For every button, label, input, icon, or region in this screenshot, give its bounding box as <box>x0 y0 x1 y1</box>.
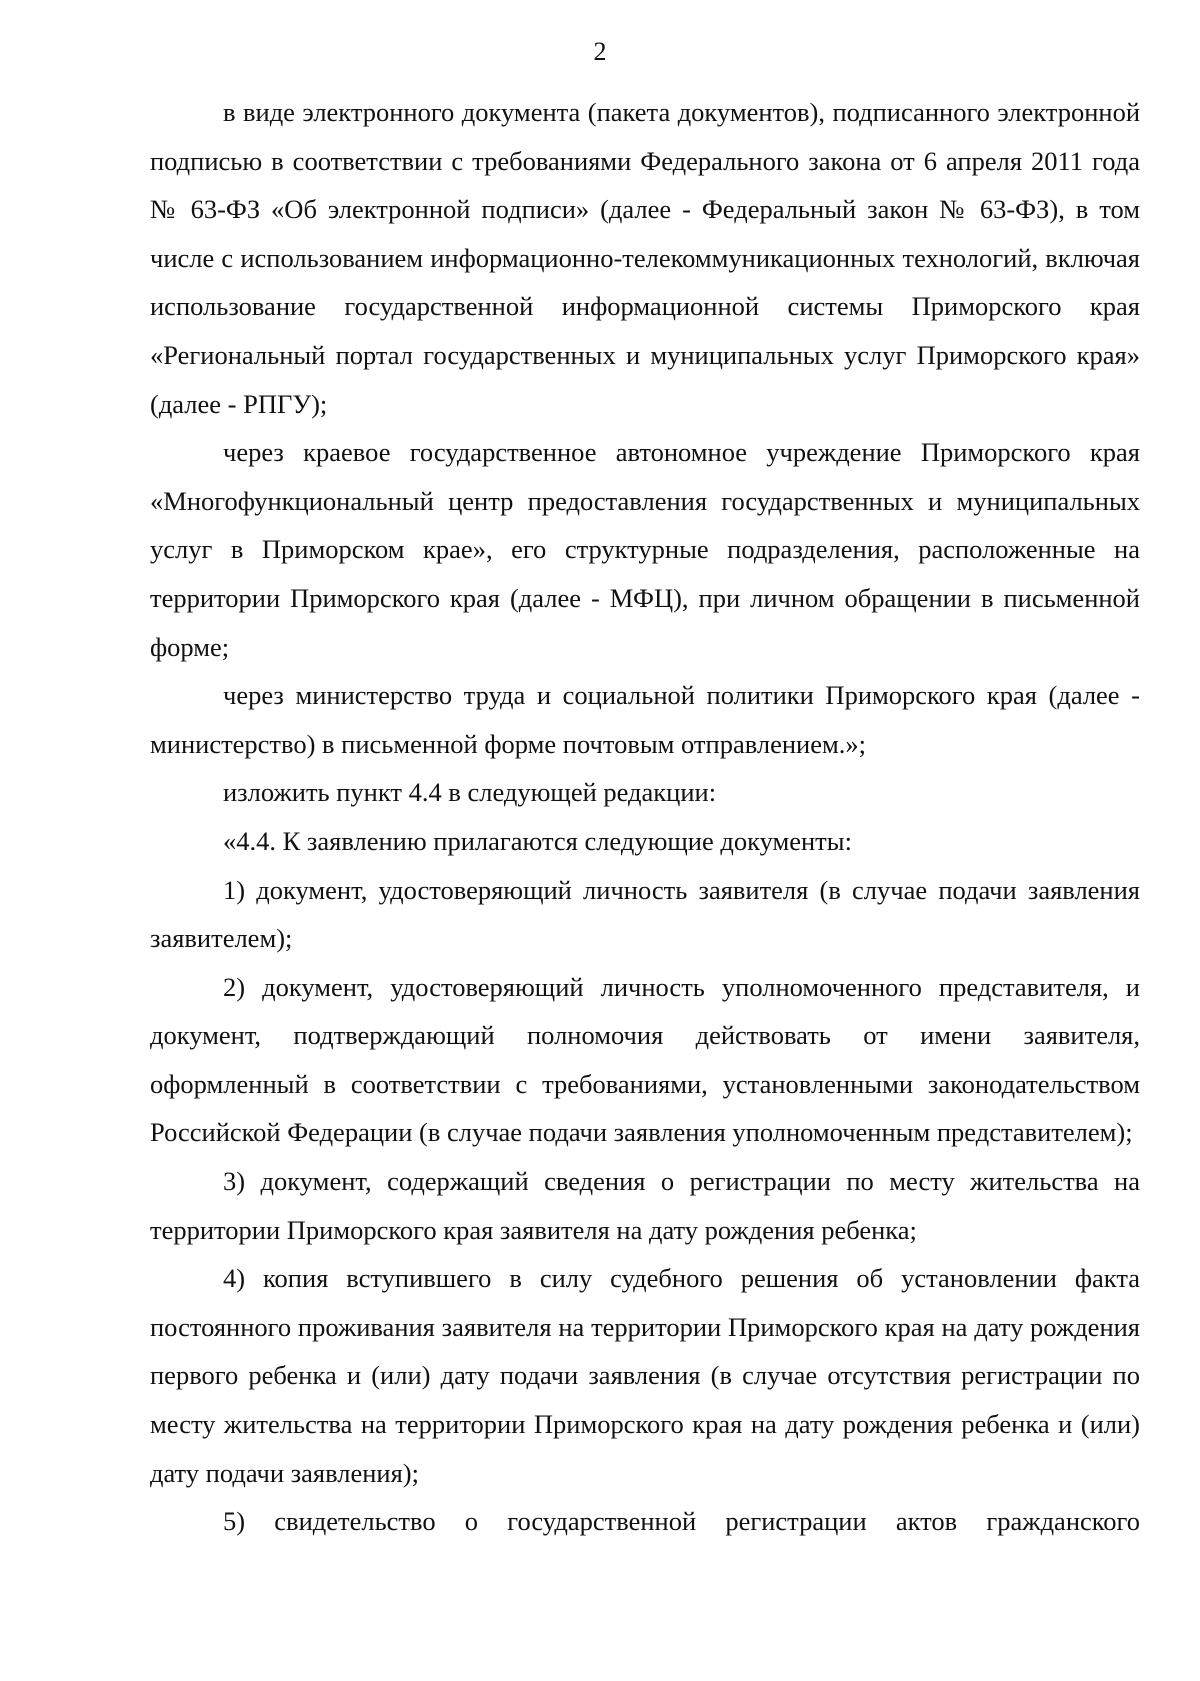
list-item-1: 1) документ, удостоверяющий личность заявителя (в случае подачи заявления заявителем); <box>150 874 1140 954</box>
paragraph-mfc: через краевое государственное автономное учреждение Приморского края «Многофункциональный центр предоставления государственных и муниципальных услуг в Приморском крае», его структурные подразделения, расположенные на территории Приморского края (далее - МФЦ), при личном обращении в письменной форме; <box>150 437 1140 662</box>
paragraph-electronic-submission: в виде электронного документа (пакета документов), подписанного электронной подписью в соответствии с требованиями Федерального закона от 6 апреля 2011 года № 63-ФЗ «Об электронной подписи» (далее - Федеральный закон № 63-ФЗ), в том числе с использованием информационно-телекоммуникационных технологий, включая использование государственной информационной системы Приморского края «Региональный портал государственных и муниципальных услуг Приморского края» (далее - РПГУ); <box>150 97 1140 419</box>
list-item-2: 2) документ, удостоверяющий личность уполномоченного представителя, и документ, подтверждающий полномочия действовать от имени заявителя, оформленный в соответствии с требованиями, установленными законодательством Российской Федерации (в случае подачи заявления уполномоченным представителем); <box>150 971 1140 1148</box>
page-number: 2 <box>593 37 607 66</box>
list-item-3: 3) документ, содержащий сведения о регистрации по месту жительства на территории Приморского края заявителя на дату рождения ребенка; <box>150 1166 1140 1245</box>
paragraph-ministry: через министерство труда и социальной политики Приморского края (далее - министерство) в письменной форме почтовым отправлением.»; <box>150 680 1140 759</box>
document-body <box>150 88 1140 1546</box>
list-item-4: 4) копия вступившего в силу судебного решения об установлении факта постоянного проживания заявителя на территории Приморского края на дату рождения первого ребенка и (или) дату подачи заявления (в случае отсутствия регистрации по месту жительства на территории Приморского края на дату рождения ребенка и (или) дату подачи заявления); <box>150 1263 1140 1488</box>
list-item-5: 5) свидетельство о государственной регистрации актов гражданского <box>223 1506 1140 1537</box>
paragraph-amend-4-4: изложить пункт 4.4 в следующей редакции: <box>223 777 717 808</box>
paragraph-4-4-heading: «4.4. К заявлению прилагаются следующие документы: <box>223 825 852 856</box>
